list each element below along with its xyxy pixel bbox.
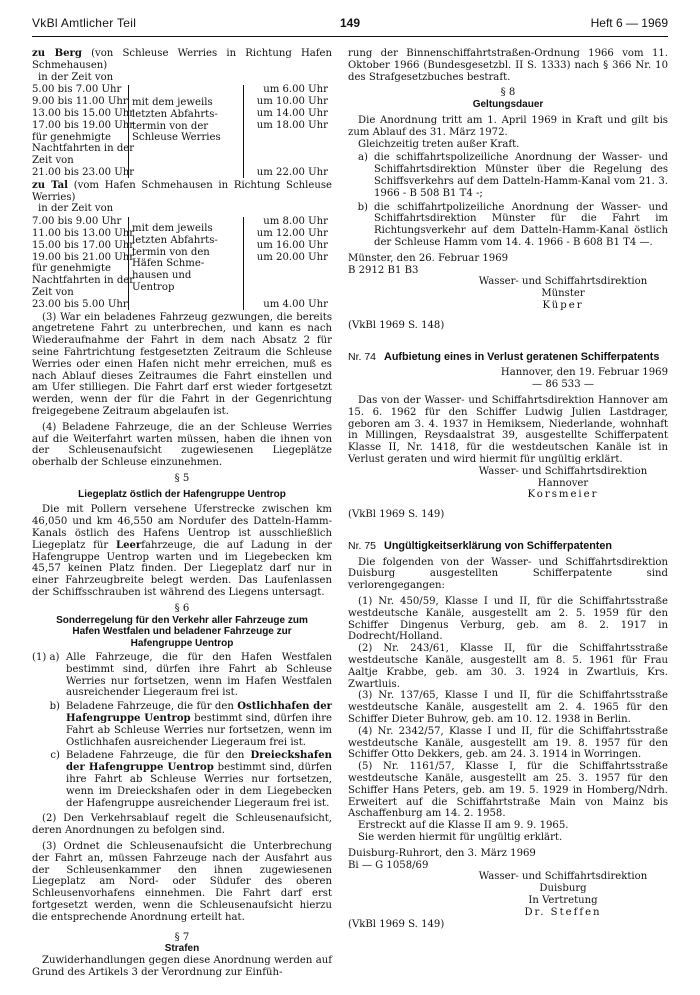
left-column <box>32 48 332 979</box>
zu-berg-sub: in der Zeit von <box>38 71 114 83</box>
section-6-paragraph-2: (2) Den Verkehrsablauf regelt die Schleusenaufsicht, deren Anordnungen zu befolgen sind. <box>32 813 332 837</box>
notice-75-number: Nr. 75 <box>348 539 377 552</box>
reference-duisburg: Bi — G 1058/69 <box>348 859 429 871</box>
paragraph-3: (3) War ein beladenes Fahrzeug gezwungen, die bereits angetretene Fahrt zu unterbrechen, und kann es nach Wiederaufnahme der Fahrt in dem nach Absatz 2 für seine Fahrtrichtung festgesetzten Zeitraum die Schleuse Werries oder einen Hafen nicht mehr erreichen, muß es nach Ablauf dieses Zeitraumes die Fahrt einstellen und am Ufer stilliegen. Die Fahrt darf erst wieder fortgesetzt werden, wenn der für die Fahrt in der Gegenrichtung freigegebene Zeitraum abgelaufen ist. <box>32 311 332 417</box>
section-8-number: § 8 <box>500 87 516 99</box>
signature-name-korsmeier: Korsmeier <box>527 489 599 501</box>
signature-org-duisburg: Wasser- und Schiffahrtsdirektion <box>478 871 648 883</box>
section-5-text: Die mit Pollern versehene Uferstrecke zwischen km 46,050 und km 46,550 am Nordufer des Datteln-Hamm-Kanals östlich des Hafens Uentrop ist ausschließlich Liegeplatz für Leerfahrzeuge, die auf Ladung in der Hafengruppe Uentrop warten und im Liegebecken km 45,57 keinen Platz finden. Der Liegeplatz darf nur in einer Fahrzeugbreite belegt werden. Das Laufenlassen der Schiffsschrauben ist während des Liegens untersagt. <box>32 504 332 599</box>
section-8-item-b: b) die schiffahrtpolizeiliche Anordnung der Wasser- und Schiffahrtsdirektion Münster für die Fahrt im Richtungsverkehr auf dem Datteln-Hamm-Kanal östlich der Schleuse Hamm vom 14. 4. 1966 - B 608 B1 T4 —. <box>357 201 668 248</box>
zu-berg-condition: mit dem jeweils letzten Abfahrts- termin von der Schleuse Werries <box>132 96 221 144</box>
notice-74-heading <box>348 352 668 364</box>
section-6-number: § 6 <box>174 602 190 614</box>
zu-berg-times: 5.00 bis 7.00 Uhr 9.00 bis 11.00 Uhr 13.00 bis 15.00 Uhr 17.00 bis 19.00 Uhr für genehmigte Nachtfahrten in der Zeit von 21.00 bis 23.00 Uhr <box>32 84 135 178</box>
place-date-duisburg: Duisburg-Ruhrort, den 3. März 1969 <box>348 847 536 859</box>
section-5-number: § 5 <box>174 472 190 484</box>
notice-75-intro: Die folgenden von der Wasser- und Schiffahrtsdirektion Duisburg ausgestellten Schifferpatente sind verlorengegangen: <box>348 556 668 592</box>
zu-tal-condition: mit dem jeweils letzten Abfahrts- termin von den Häfen Schme- hausen und Uentrop <box>132 222 218 293</box>
zu-tal-times: 7.00 bis 9.00 Uhr 11.00 bis 13.00 Uhr 15.00 bis 17.00 Uhr 19.00 bis 21.00 Uhr für genehmigte Nachtfahrten in der Zeit von 23.00 bis 5.00 Uhr <box>32 216 135 310</box>
journal-title: VkBl Amtlicher Teil <box>32 16 137 30</box>
zu-berg-schedule <box>32 84 332 178</box>
section-7-title: Strafen <box>164 943 200 955</box>
notice-75-heading <box>348 541 668 553</box>
brace-right <box>243 85 245 177</box>
brace-left <box>127 217 129 309</box>
section-6-item-1a: (1) a) Alle Fahrzeuge, die für den Hafen Westfalen bestimmt sind, dürfen ihre Fahrt ab Schleuse Werries nur fortsetzen, wenn im Hafen Westfalen ausreichender Liegeraum frei ist. <box>32 652 332 699</box>
notice-75-extension: Erstreckt auf die Klasse II am 9. 9. 1965. <box>358 820 569 832</box>
notice-75-item-2: (2) Nr. 243/61, Klasse II, für die Schiffahrtsstraße westdeutsche Kanäle, ausgestellt am 8. 5. 1961 für Frau Aaltje Krabbe, geb. am 30. 3. 1924 in Zwartluis, Krs. Zwartluis. <box>348 643 668 690</box>
zu-berg-ends: um 6.00 Uhr um 10.00 Uhr um 14.00 Uhr um 18.00 Uhr um 22.00 Uhr <box>256 84 328 178</box>
right-column <box>348 48 668 930</box>
notice-75-item-1: (1) Nr. 450/59, Klasse I und II, für die Schiffahrtsstraße westdeutsche Kanäle, ausgestellt am 2. 5. 1959 für den Schiffer Dingenus Verburg, geb. am 8. 2. 1917 in Dodrecht/Holland. <box>348 596 668 643</box>
section-8-paragraph-2: Gleichzeitig treten außer Kraft. <box>358 138 520 150</box>
page-header <box>32 16 668 34</box>
section-6-paragraph-3: (3) Ordnet die Schleusenaufsicht die Unterbrechung der Fahrt an, müssen Fahrzeuge nach der Ausfahrt aus der Schleusenkammer den ihnen zugewiesenen Liegeplatz am Nord- oder Südufer des oberen Schleusenvorhafens einnehmen. Die Fahrt darf erst fortgesetzt werden, wenn die Schleusenaufsicht hierzu die entsprechende Anordnung erteilt hat. <box>32 841 332 923</box>
brace-right <box>243 217 245 309</box>
brace-left <box>127 85 129 177</box>
zu-tal-heading: zu Tal (vom Hafen Schmehausen in Richtung Schleuse Werries) <box>32 179 332 203</box>
notice-74-number: Nr. 74 <box>348 350 377 363</box>
header-rule <box>32 36 668 37</box>
zu-berg-heading: zu Berg (von Schleuse Werries in Richtung Hafen Schmehausen) <box>32 48 332 71</box>
section-7-number: § 7 <box>174 931 190 943</box>
vkbl-reference-149-a: (VkBl 1969 S. 149) <box>348 509 445 521</box>
section-6-item-1b: b) Beladene Fahrzeuge, die für den Ostlichhafen der Hafengruppe Uentrop bestimmt sind, dürfen ihre Fahrt ab Schleuse Werries nur fortsetzen, wenn im Ostlichhafen ausreichender Liegeraum frei ist. <box>49 701 332 748</box>
notice-75-item-3: (3) Nr. 137/65, Klasse I und II, für die Schiffahrtsstraße westdeutsche Kanäle, ausgestellt am 2. 4. 1965 für den Schiffer Dieter Buhrow, geb. am 10. 12. 1938 in Berlin. <box>348 690 668 726</box>
issue-label: Heft 6 — 1969 <box>590 16 668 30</box>
reference-muenster: B 2912 B1 B3 <box>348 264 419 276</box>
page-number: 149 <box>339 16 361 30</box>
section-6-item-1c: c) Beladene Fahrzeuge, die für den Dreieckshafen der Hafengruppe Uentrop bestimmt sind, dürfen ihre Fahrt ab Schleuse Werries nur fortsetzen, wenn im Dreieckshafen oder in dem Liegebecken der Hafengruppe ausreichender Liegeraum frei ist. <box>50 750 332 809</box>
notice-74-reference: — 86 533 — <box>532 379 594 391</box>
section-8-title: Geltungsdauer <box>472 99 544 111</box>
zu-tal-ends: um 8.00 Uhr um 12.00 Uhr um 16.00 Uhr um 20.00 Uhr um 4.00 Uhr <box>256 216 328 310</box>
paragraph-4: (4) Beladene Fahrzeuge, die an der Schleuse Werries auf die Weiterfahrt warten müssen, haben die ihnen von der Schleusenaufsicht zugewiesenen Liegeplätze oberhalb der Schleuse einzunehmen. <box>32 421 332 469</box>
section-8-paragraph-1: Die Anordnung tritt am 1. April 1969 in Kraft und gilt bis zum Ablauf des 31. März 1972. <box>348 114 668 138</box>
signature-city-muenster: Münster <box>541 288 585 300</box>
notice-74-date: Hannover, den 19. Februar 1969 <box>500 367 668 379</box>
zu-tal-schedule <box>32 216 332 310</box>
signature-name-steffen: Dr. Steffen <box>524 906 602 918</box>
notice-75-item-5: (5) Nr. 1161/57, Klasse I, für die Schiffahrtsstraße westdeutsche Kanäle, ausgestellt am 25. 3. 1957 für den Schiffer Hans Peters, geb. am 19. 5. 1929 in Homberg/Ndrh. Erweitert auf die Schiffahrtstraße Main von Mainz bis Aschaffenburg am 14. 2. 1958. <box>348 761 668 820</box>
notice-75-title: Ungültigkeitserklärung von Schifferpatenten <box>384 539 612 552</box>
section-6-title: Sonderregelung für den Verkehr aller Fahrzeuge zum Hafen Westfalen und beladener Fahrzeuge zur Hafengruppe Uentrop <box>56 614 308 650</box>
signature-org-muenster: Wasser- und Schiffahrtsdirektion <box>478 276 648 288</box>
place-date-muenster: Münster, den 26. Februar 1969 <box>348 252 509 264</box>
zu-tal-sub: in der Zeit von <box>38 203 114 215</box>
signature-name-kueper: Küper <box>542 299 584 311</box>
notice-75-item-4: (4) Nr. 2342/57, Klasse I und II, für die Schiffahrtsstraße westdeutsche Kanäle, ausgestellt am 19. 8. 1957 für den Schiffer Otto Dekkers, geb. am 24. 3. 1914 in Worringen. <box>348 725 668 761</box>
vkbl-reference-148: (VkBl 1969 S. 148) <box>348 319 445 331</box>
signature-org-hannover: Wasser- und Schiffahrtsdirektion <box>478 465 648 477</box>
notice-75-void-statement: Sie werden hiermit für ungültig erklärt. <box>358 832 563 844</box>
section-7-text: Zuwiderhandlungen gegen diese Anordnung werden auf Grund des Artikels 3 der Verordnung zur Einfüh- <box>32 955 332 978</box>
vkbl-reference-149-b: (VkBl 1969 S. 149) <box>348 918 445 930</box>
notice-74-text: Das von der Wasser- und Schiffahrtsdirektion Hannover am 15. 6. 1962 für den Schiffer Ludwig Julien Lastdrager, geboren am 3. 4. 1937 in Hemiksem, Niederlande, wohnhaft in Millingen, Reysdaalstrat 39, ausgestellte Schifferpatent Klasse II, Nr. 1418, für die westdeutschen Kanäle ist in Verlust geraten und wird hiermit für ungültig erklärt. <box>348 394 668 465</box>
signature-city-duisburg: Duisburg <box>539 883 587 895</box>
continuation-text: rung der Binnenschiffahrtstraßen-Ordnung 1966 vom 11. Oktober 1966 (Bundesgesetzbl. II S. 1333) nach § 366 Nr. 10 des Strafgesetzbuches bestraft. <box>348 48 668 83</box>
signature-role: In Vertretung <box>528 895 598 906</box>
signature-city-hannover: Hannover <box>537 477 589 489</box>
notice-74-title: Aufbietung eines in Verlust geratenen Schifferpatents <box>384 350 660 363</box>
section-5-title: Liegeplatz östlich der Hafengruppe Uentrop <box>78 488 286 500</box>
section-8-item-a: a) die schiffahrtspolizeiliche Anordnung der Wasser- und Schiffahrtsdirektion Münster über die Regelung des Schiffsverkehrs auf dem Datteln-Hamm-Kanal vom 21. 3. 1966 - B 508 B1 T4 -; <box>358 152 668 199</box>
